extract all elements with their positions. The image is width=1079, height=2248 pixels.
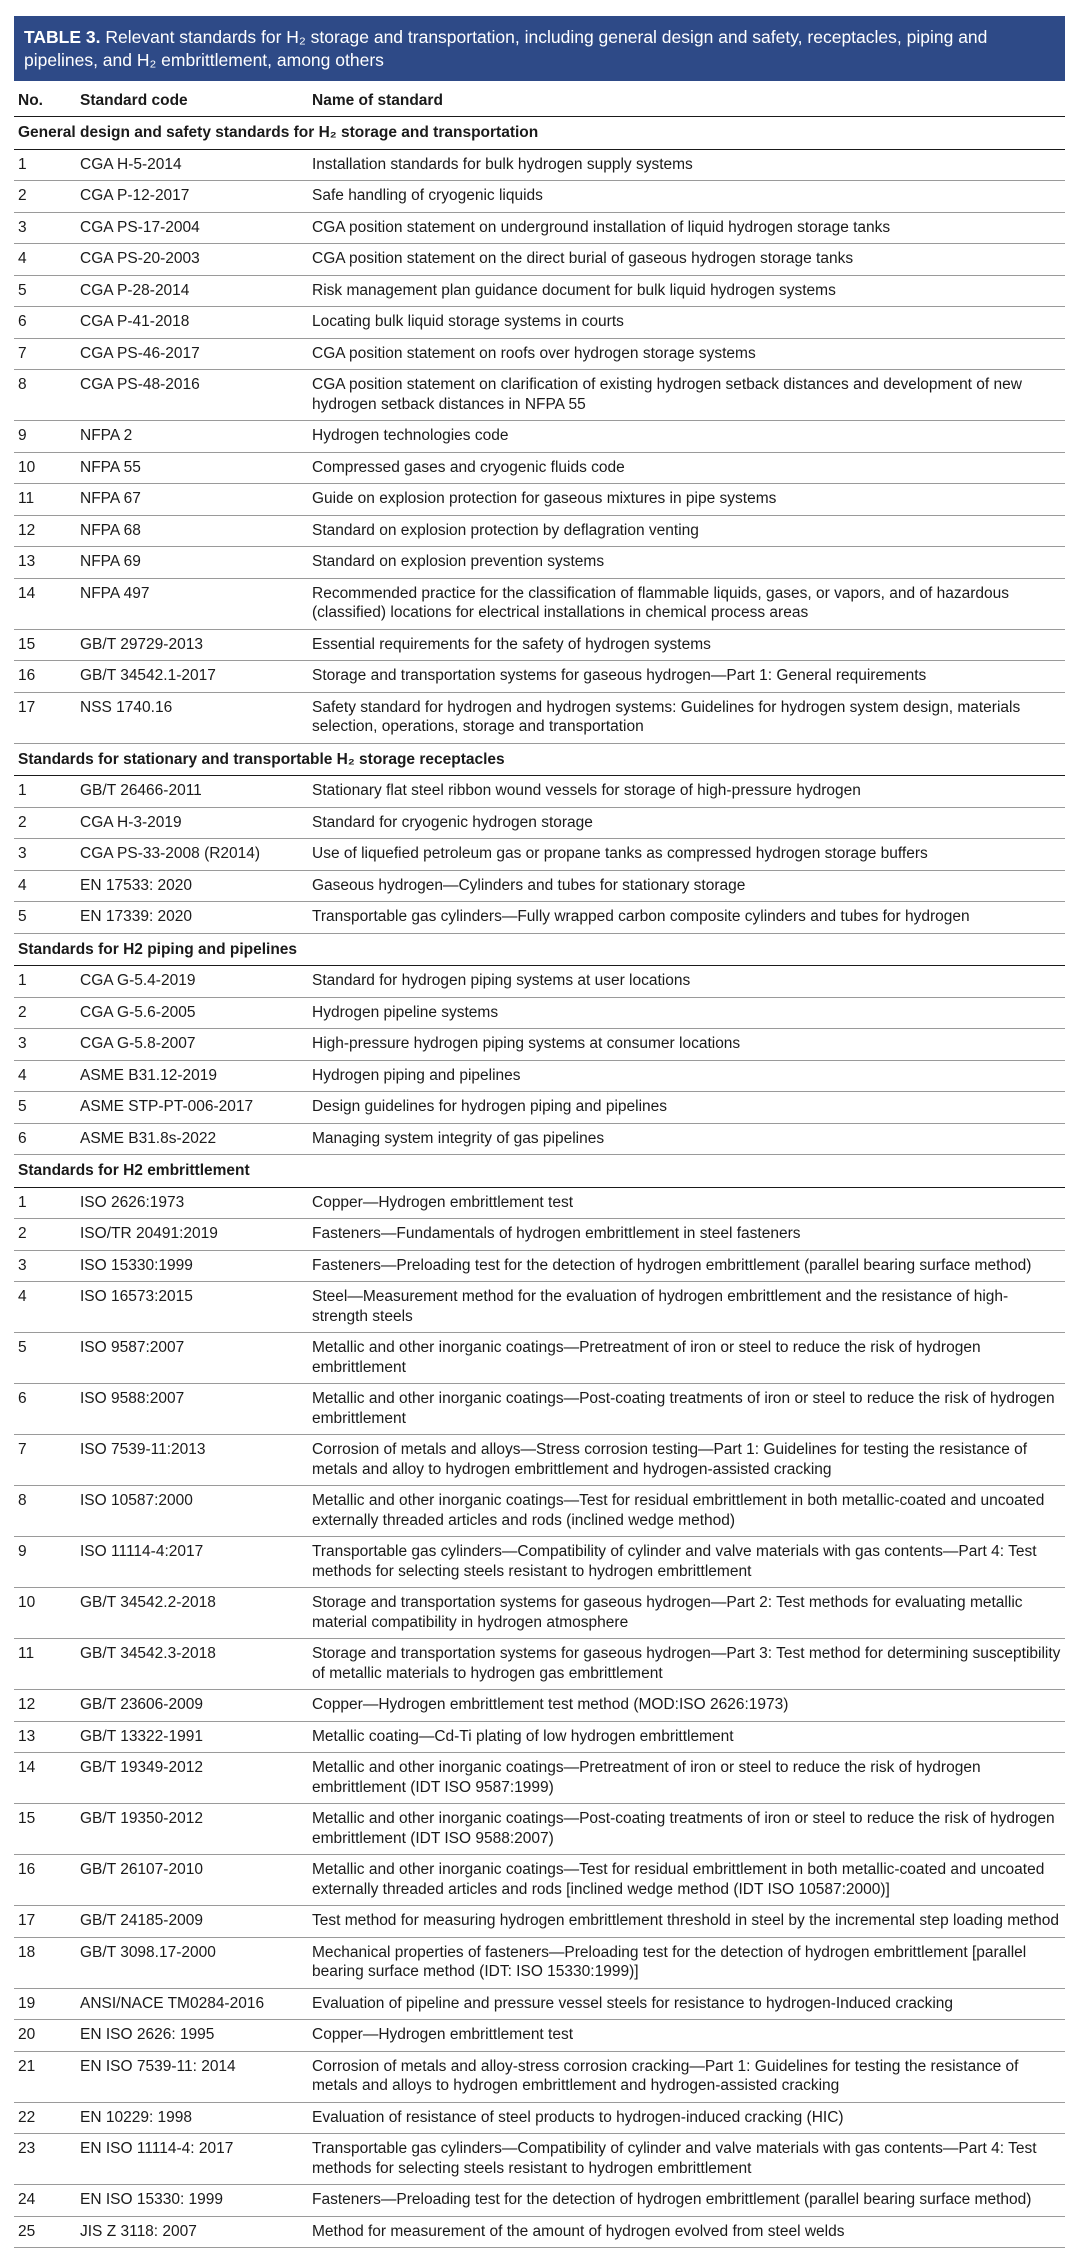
cell-standard-code: NFPA 67 [76,484,308,516]
cell-standard-code: ISO 15330:1999 [76,1250,308,1282]
cell-number: 7 [14,338,76,370]
table-row [14,997,1065,1029]
cell-number: 22 [14,2102,76,2134]
cell-standard-name: Standard for hydrogen piping systems at user locations [308,966,1065,998]
cell-number: 8 [14,1486,76,1537]
table-row [14,1988,1065,2020]
cell-standard-name: Fasteners—Preloading test for the detection of hydrogen embrittlement (parallel bearing surface method) [308,1250,1065,1282]
table-row [14,1384,1065,1435]
cell-standard-name: Essential requirements for the safety of hydrogen systems [308,629,1065,661]
table-row [14,244,1065,276]
cell-standard-name: Standard on explosion prevention systems [308,547,1065,579]
cell-standard-name: Mechanical properties of fasteners—Preloading test for the detection of hydrogen embrittlement [parallel bearing surface method (IDT: ISO 15330:1999)] [308,1937,1065,1988]
cell-number: 18 [14,1937,76,1988]
cell-standard-name: Fasteners—Fundamentals of hydrogen embrittlement in steel fasteners [308,1219,1065,1251]
table-caption [14,16,1065,81]
table-row [14,2102,1065,2134]
cell-standard-code: CGA PS-20-2003 [76,244,308,276]
cell-standard-name: Evaluation of resistance of steel products to hydrogen-induced cracking (HIC) [308,2102,1065,2134]
cell-standard-name: Metallic and other inorganic coatings—Post-coating treatments of iron or steel to reduce the risk of hydrogen embrittlement (IDT ISO 9588:2007) [308,1804,1065,1855]
cell-standard-code: EN ISO 15330: 1999 [76,2185,308,2217]
cell-standard-code: GB/T 13322-1991 [76,1721,308,1753]
cell-number: 15 [14,1804,76,1855]
header-no: No. [14,81,76,117]
table-row [14,578,1065,629]
cell-standard-code: CGA PS-33-2008 (R2014) [76,839,308,871]
cell-standard-code: EN ISO 11114-4: 2017 [76,2134,308,2185]
cell-standard-name: Metallic coating—Cd-Ti plating of low hydrogen embrittlement [308,1721,1065,1753]
cell-standard-name: Safe handling of cryogenic liquids [308,181,1065,213]
table-row [14,1804,1065,1855]
cell-number: 6 [14,307,76,339]
cell-standard-code: CGA PS-48-2016 [76,370,308,421]
cell-number: 14 [14,1753,76,1804]
table-row [14,370,1065,421]
cell-standard-name: Managing system integrity of gas pipelines [308,1123,1065,1155]
cell-standard-name: Metallic and other inorganic coatings—Test for residual embrittlement in both metallic-coated and uncoated externally threaded articles and rods (inclined wedge method) [308,1486,1065,1537]
cell-standard-name: Metallic and other inorganic coatings—Pretreatment of iron or steel to reduce the risk of hydrogen embrittlement (IDT ISO 9587:1999) [308,1753,1065,1804]
cell-standard-name: Guide on explosion protection for gaseous mixtures in pipe systems [308,484,1065,516]
table-row [14,212,1065,244]
table-row [14,1435,1065,1486]
cell-number: 5 [14,1092,76,1124]
cell-standard-code: ISO 10587:2000 [76,1486,308,1537]
cell-standard-name: Locating bulk liquid storage systems in courts [308,307,1065,339]
cell-standard-name: CGA position statement on clarification of existing hydrogen setback distances and development of new hydrogen setback distances in NFPA 55 [308,370,1065,421]
cell-standard-name: Risk management plan guidance document for bulk liquid hydrogen systems [308,275,1065,307]
section-title: Standards for H2 piping and pipelines [14,933,1065,966]
table-row [14,547,1065,579]
table-caption-text: Relevant standards for H₂ storage and transportation, including general design and safety, receptacles, piping and pipelines, and H₂ embrittlement, among others [24,27,988,70]
table-row [14,1060,1065,1092]
cell-standard-code: ISO 9587:2007 [76,1333,308,1384]
cell-number: 1 [14,776,76,808]
cell-standard-name: Storage and transportation systems for gaseous hydrogen—Part 2: Test methods for evaluating metallic material compatibility in hydrogen atmosphere [308,1588,1065,1639]
standards-table-container [14,16,1065,2248]
cell-number: 2 [14,997,76,1029]
cell-number: 17 [14,1906,76,1938]
cell-standard-code: GB/T 34542.1-2017 [76,661,308,693]
cell-number: 6 [14,1123,76,1155]
cell-standard-code: ISO 7539-11:2013 [76,1435,308,1486]
cell-number: 2 [14,181,76,213]
cell-standard-code: CGA PS-17-2004 [76,212,308,244]
cell-standard-name: Steel—Measurement method for the evaluation of hydrogen embrittlement and the resistance of high-strength steels [308,1282,1065,1333]
table-row [14,1690,1065,1722]
cell-number: 6 [14,1384,76,1435]
table-row [14,1219,1065,1251]
standards-table [14,81,1065,2248]
cell-standard-code: NFPA 55 [76,452,308,484]
table-row [14,2134,1065,2185]
table-row [14,807,1065,839]
cell-standard-name: Test method for measuring hydrogen embrittlement threshold in steel by the incremental step loading method [308,1906,1065,1938]
cell-number: 21 [14,2051,76,2102]
cell-standard-name: Safety standard for hydrogen and hydrogen systems: Guidelines for hydrogen system design, materials selection, operations, storage and transportation [308,692,1065,743]
cell-number: 11 [14,1639,76,1690]
cell-standard-name: Method for measurement of the amount of hydrogen evolved from steel welds [308,2216,1065,2248]
cell-standard-name: Copper—Hydrogen embrittlement test method (MOD:ISO 2626:1973) [308,1690,1065,1722]
cell-standard-code: NSS 1740.16 [76,692,308,743]
cell-number: 16 [14,1855,76,1906]
cell-number: 25 [14,2216,76,2248]
cell-standard-code: GB/T 23606-2009 [76,1690,308,1722]
cell-standard-name: Transportable gas cylinders—Fully wrapped carbon composite cylinders and tubes for hydrogen [308,902,1065,934]
cell-standard-name: Hydrogen technologies code [308,421,1065,453]
cell-number: 3 [14,1250,76,1282]
cell-standard-code: CGA PS-46-2017 [76,338,308,370]
cell-standard-code: GB/T 24185-2009 [76,1906,308,1938]
table-row [14,629,1065,661]
cell-number: 4 [14,1282,76,1333]
table-row [14,1486,1065,1537]
section-title: Standards for stationary and transportable H₂ storage receptacles [14,743,1065,776]
cell-standard-name: Gaseous hydrogen—Cylinders and tubes for stationary storage [308,870,1065,902]
table-row [14,1250,1065,1282]
cell-standard-name: CGA position statement on underground installation of liquid hydrogen storage tanks [308,212,1065,244]
cell-standard-code: ASME B31.8s-2022 [76,1123,308,1155]
table-row [14,1092,1065,1124]
cell-standard-code: ISO/TR 20491:2019 [76,1219,308,1251]
cell-number: 16 [14,661,76,693]
cell-number: 12 [14,1690,76,1722]
cell-number: 2 [14,807,76,839]
cell-standard-name: CGA position statement on roofs over hydrogen storage systems [308,338,1065,370]
cell-standard-name: Standard for cryogenic hydrogen storage [308,807,1065,839]
table-row [14,484,1065,516]
cell-standard-name: Use of liquefied petroleum gas or propane tanks as compressed hydrogen storage buffers [308,839,1065,871]
cell-number: 4 [14,244,76,276]
cell-number: 10 [14,452,76,484]
table-row [14,515,1065,547]
cell-standard-code: GB/T 3098.17-2000 [76,1937,308,1988]
table-row [14,2020,1065,2052]
table-row [14,661,1065,693]
cell-standard-code: CGA H-5-2014 [76,149,308,181]
cell-standard-name: Metallic and other inorganic coatings—Post-coating treatments of iron or steel to reduce the risk of hydrogen embrittlement [308,1384,1065,1435]
cell-standard-name: Evaluation of pipeline and pressure vessel steels for resistance to hydrogen-Induced cracking [308,1988,1065,2020]
table-row [14,149,1065,181]
cell-number: 3 [14,1029,76,1061]
table-row [14,1906,1065,1938]
cell-standard-name: Hydrogen pipeline systems [308,997,1065,1029]
cell-standard-code: CGA G-5.6-2005 [76,997,308,1029]
section-title: Standards for H2 embrittlement [14,1155,1065,1188]
table-row [14,1937,1065,1988]
cell-standard-code: NFPA 68 [76,515,308,547]
header-standard-name: Name of standard [308,81,1065,117]
cell-standard-name: Transportable gas cylinders—Compatibility of cylinder and valve materials with gas contents—Part 4: Test methods for selecting steels resistant to hydrogen embrittlement [308,1537,1065,1588]
table-row [14,2185,1065,2217]
cell-standard-code: NFPA 2 [76,421,308,453]
table-row [14,452,1065,484]
table-body [14,117,1065,2248]
cell-standard-code: GB/T 26107-2010 [76,1855,308,1906]
cell-standard-name: Corrosion of metals and alloys—Stress corrosion testing—Part 1: Guidelines for testing the resistance of metals and alloy to hydrogen embrittlement and hydrogen-assisted cracking [308,1435,1065,1486]
cell-standard-code: EN 17533: 2020 [76,870,308,902]
cell-standard-code: EN ISO 7539-11: 2014 [76,2051,308,2102]
table-row [14,1537,1065,1588]
cell-standard-code: CGA P-12-2017 [76,181,308,213]
cell-number: 10 [14,1588,76,1639]
table-row [14,275,1065,307]
cell-standard-code: CGA G-5.8-2007 [76,1029,308,1061]
table-row [14,338,1065,370]
cell-number: 24 [14,2185,76,2217]
cell-standard-name: Metallic and other inorganic coatings—Test for residual embrittlement in both metallic-coated and uncoated externally threaded articles and rods [inclined wedge method (IDT ISO 10587:2000)] [308,1855,1065,1906]
cell-number: 1 [14,966,76,998]
cell-number: 9 [14,1537,76,1588]
cell-standard-name: Design guidelines for hydrogen piping and pipelines [308,1092,1065,1124]
cell-number: 5 [14,1333,76,1384]
cell-standard-name: High-pressure hydrogen piping systems at consumer locations [308,1029,1065,1061]
cell-number: 9 [14,421,76,453]
table-row [14,1282,1065,1333]
table-row [14,966,1065,998]
cell-standard-code: CGA P-41-2018 [76,307,308,339]
cell-number: 11 [14,484,76,516]
cell-number: 13 [14,547,76,579]
table-row [14,902,1065,934]
cell-standard-name: Metallic and other inorganic coatings—Pretreatment of iron or steel to reduce the risk of hydrogen embrittlement [308,1333,1065,1384]
cell-standard-code: EN 10229: 1998 [76,2102,308,2134]
cell-standard-code: ISO 2626:1973 [76,1187,308,1219]
cell-number: 13 [14,1721,76,1753]
cell-standard-code: ISO 11114-4:2017 [76,1537,308,1588]
cell-standard-code: GB/T 26466-2011 [76,776,308,808]
cell-number: 15 [14,629,76,661]
table-row [14,181,1065,213]
table-row [14,421,1065,453]
table-header [14,81,1065,117]
cell-standard-name: Fasteners—Preloading test for the detection of hydrogen embrittlement (parallel bearing surface method) [308,2185,1065,2217]
section-header-row [14,743,1065,776]
cell-number: 1 [14,1187,76,1219]
cell-standard-code: GB/T 19350-2012 [76,1804,308,1855]
cell-standard-code: CGA P-28-2014 [76,275,308,307]
cell-standard-name: Compressed gases and cryogenic fluids code [308,452,1065,484]
table-row [14,1639,1065,1690]
cell-standard-code: GB/T 34542.2-2018 [76,1588,308,1639]
table-row [14,692,1065,743]
cell-standard-code: NFPA 69 [76,547,308,579]
section-header-row [14,1155,1065,1188]
header-standard-code: Standard code [76,81,308,117]
cell-standard-name: Stationary flat steel ribbon wound vessels for storage of high-pressure hydrogen [308,776,1065,808]
table-row [14,870,1065,902]
cell-number: 3 [14,212,76,244]
section-header-row [14,933,1065,966]
cell-standard-code: GB/T 29729-2013 [76,629,308,661]
cell-standard-code: GB/T 34542.3-2018 [76,1639,308,1690]
cell-standard-name: CGA position statement on the direct burial of gaseous hydrogen storage tanks [308,244,1065,276]
cell-standard-code: CGA H-3-2019 [76,807,308,839]
table-row [14,1029,1065,1061]
cell-standard-code: GB/T 19349-2012 [76,1753,308,1804]
cell-number: 20 [14,2020,76,2052]
cell-standard-code: EN ISO 2626: 1995 [76,2020,308,2052]
cell-standard-name: Corrosion of metals and alloy-stress corrosion cracking—Part 1: Guidelines for testing the resistance of metals and alloys to hydrogen embrittlement and hydrogen-assisted cracking [308,2051,1065,2102]
cell-number: 23 [14,2134,76,2185]
cell-number: 4 [14,1060,76,1092]
cell-standard-code: JIS Z 3118: 2007 [76,2216,308,2248]
cell-number: 4 [14,870,76,902]
cell-number: 7 [14,1435,76,1486]
table-row [14,1187,1065,1219]
cell-standard-name: Hydrogen piping and pipelines [308,1060,1065,1092]
cell-standard-name: Installation standards for bulk hydrogen supply systems [308,149,1065,181]
cell-number: 5 [14,902,76,934]
cell-number: 5 [14,275,76,307]
cell-standard-code: EN 17339: 2020 [76,902,308,934]
table-row [14,1855,1065,1906]
table-row [14,776,1065,808]
cell-standard-code: ASME B31.12-2019 [76,1060,308,1092]
table-row [14,1721,1065,1753]
cell-standard-name: Copper—Hydrogen embrittlement test [308,1187,1065,1219]
table-row [14,1123,1065,1155]
cell-number: 14 [14,578,76,629]
cell-number: 1 [14,149,76,181]
cell-number: 17 [14,692,76,743]
table-caption-label: TABLE 3. [24,27,101,47]
cell-standard-code: ASME STP-PT-006-2017 [76,1092,308,1124]
cell-standard-code: NFPA 497 [76,578,308,629]
cell-standard-name: Transportable gas cylinders—Compatibility of cylinder and valve materials with gas contents—Part 4: Test methods for selecting steels resistant to hydrogen embrittlement [308,2134,1065,2185]
table-row [14,2051,1065,2102]
cell-standard-code: ISO 9588:2007 [76,1384,308,1435]
header-row [14,81,1065,117]
cell-standard-code: ANSI/NACE TM0284-2016 [76,1988,308,2020]
table-row [14,1588,1065,1639]
cell-number: 19 [14,1988,76,2020]
cell-standard-name: Recommended practice for the classification of flammable liquids, gases, or vapors, and of hazardous (classified) locations for electrical installations in chemical process areas [308,578,1065,629]
table-row [14,307,1065,339]
section-header-row [14,117,1065,150]
cell-number: 12 [14,515,76,547]
section-title: General design and safety standards for H₂ storage and transportation [14,117,1065,150]
cell-number: 2 [14,1219,76,1251]
cell-standard-name: Storage and transportation systems for gaseous hydrogen—Part 1: General requirements [308,661,1065,693]
table-row [14,1333,1065,1384]
table-row [14,1753,1065,1804]
cell-standard-name: Copper—Hydrogen embrittlement test [308,2020,1065,2052]
cell-number: 3 [14,839,76,871]
cell-standard-name: Standard on explosion protection by deflagration venting [308,515,1065,547]
table-row [14,839,1065,871]
cell-standard-name: Storage and transportation systems for gaseous hydrogen—Part 3: Test method for determining susceptibility of metallic materials to hydrogen gas embrittlement [308,1639,1065,1690]
cell-standard-code: CGA G-5.4-2019 [76,966,308,998]
table-row [14,2216,1065,2248]
cell-standard-code: ISO 16573:2015 [76,1282,308,1333]
cell-number: 8 [14,370,76,421]
